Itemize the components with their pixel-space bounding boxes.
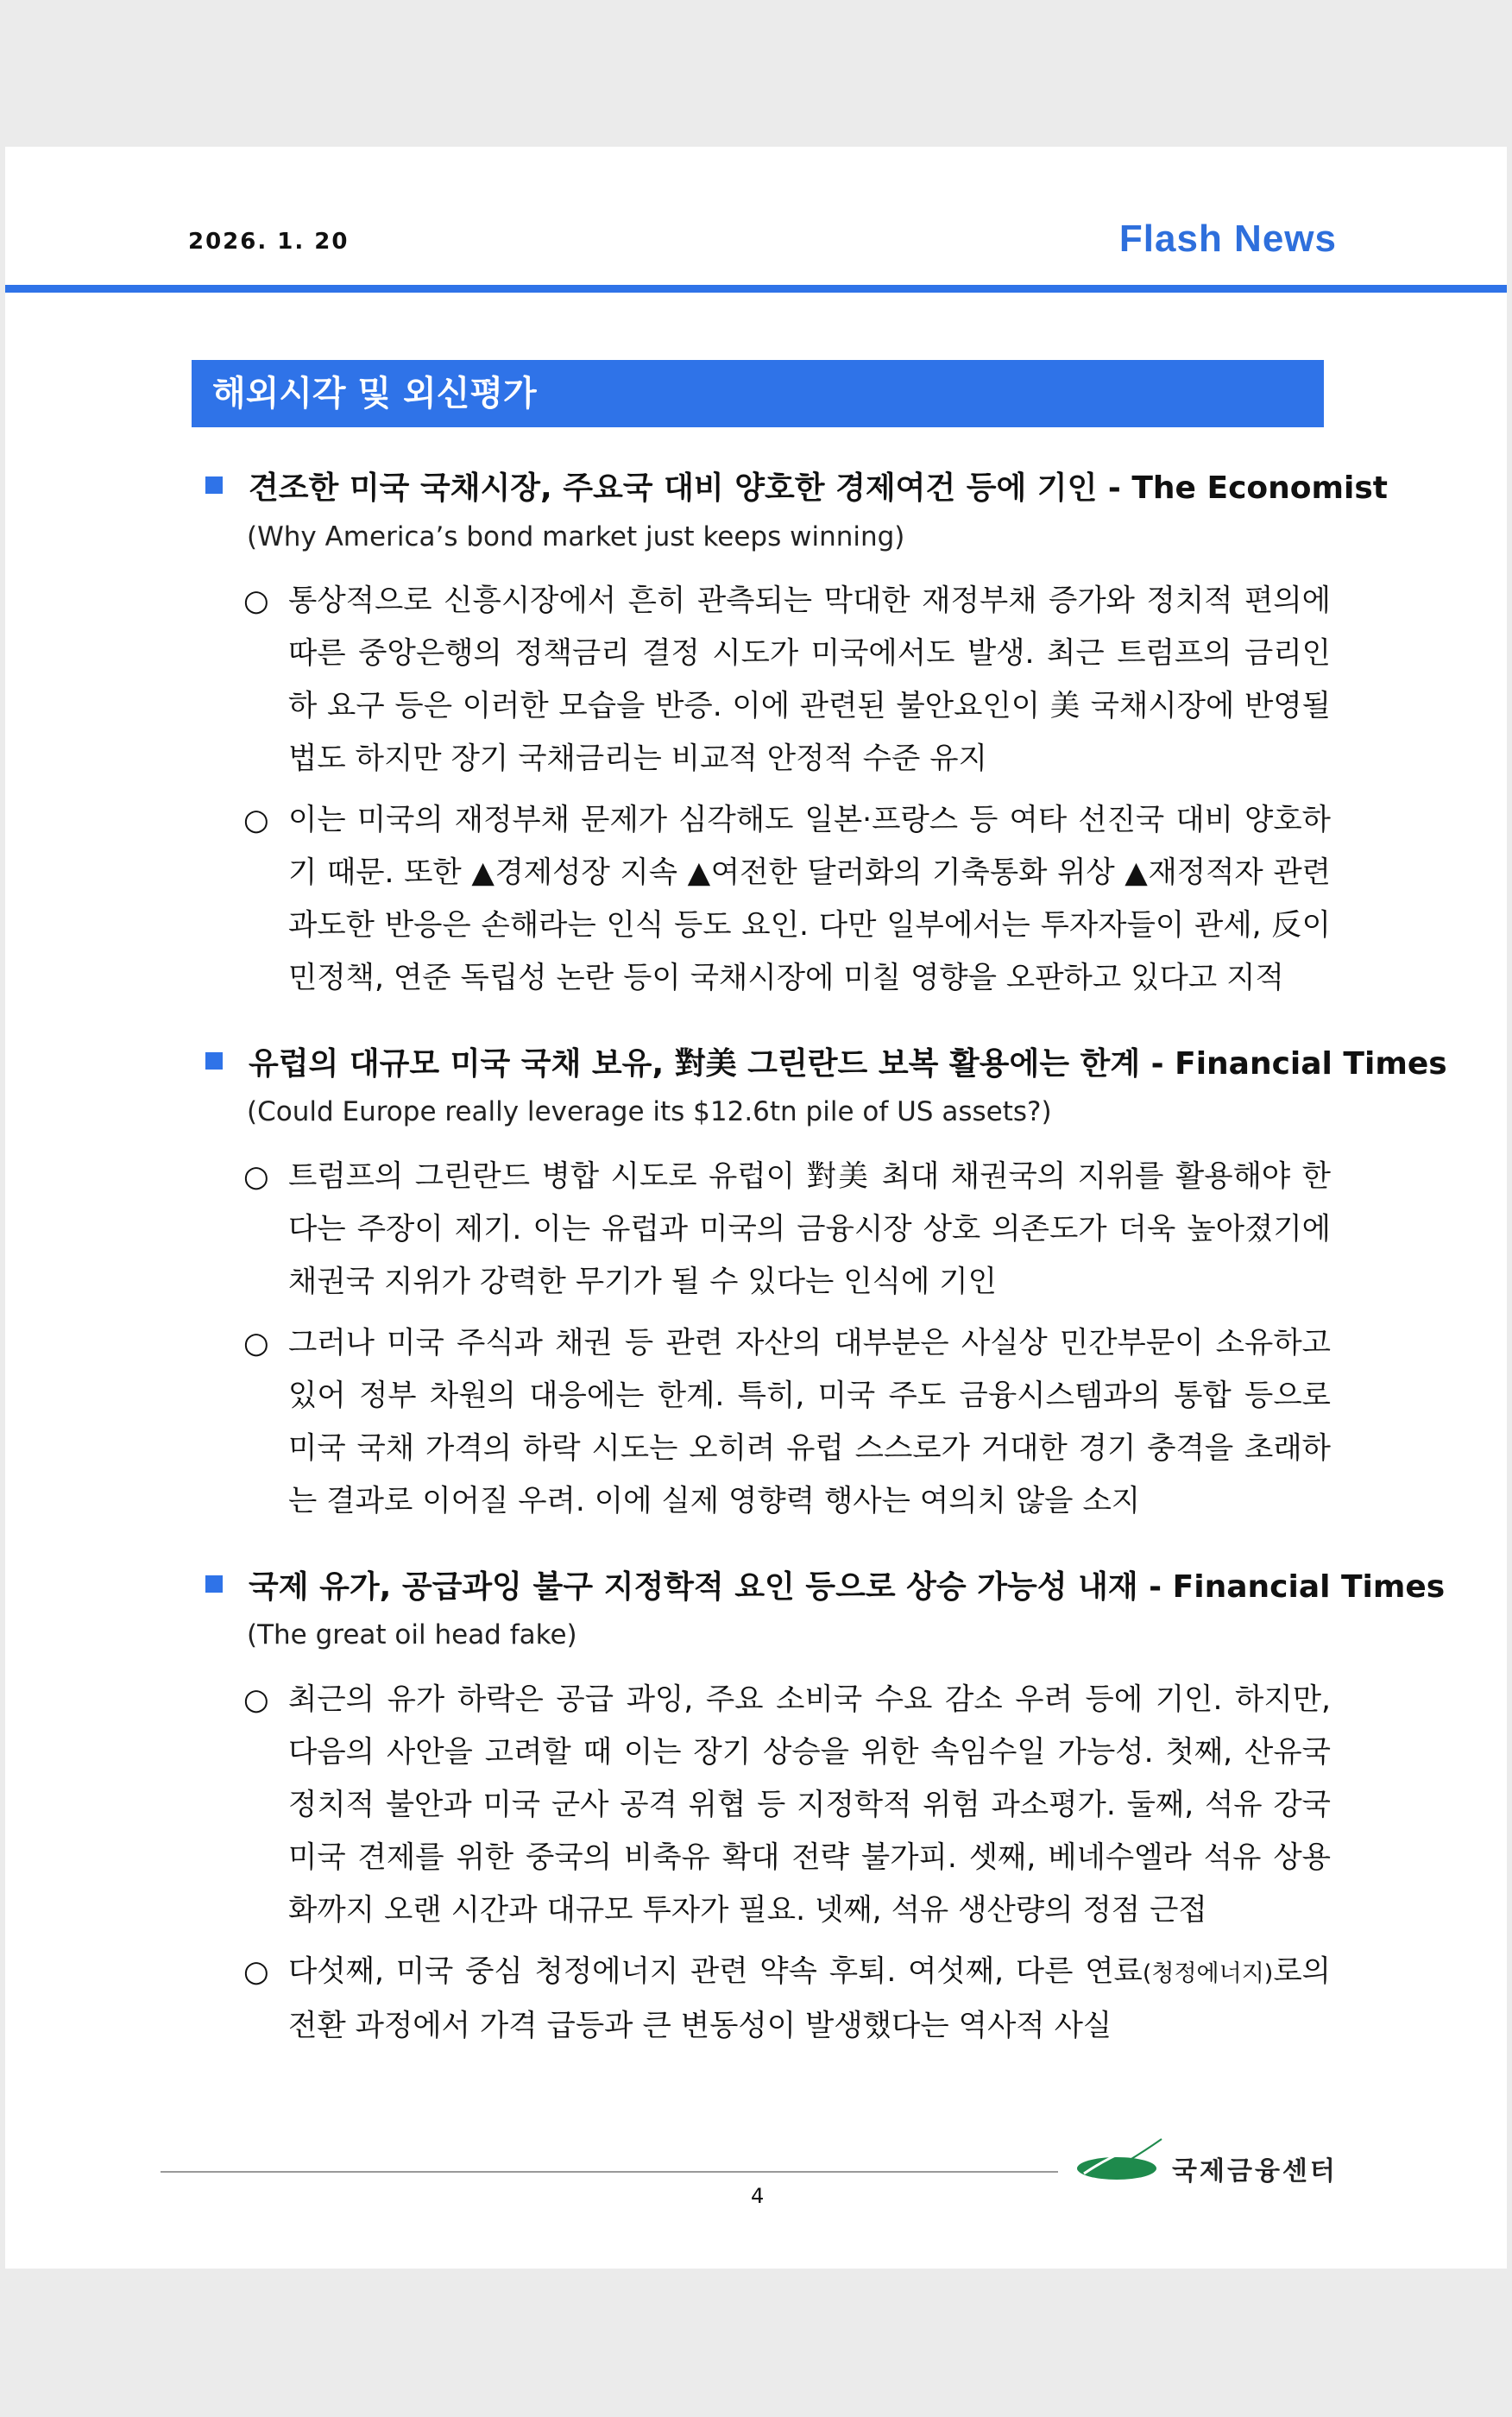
- paragraph-text: 통상적으로 신흥시장에서 흔히 관측되는 막대한 재정부채 증가와 정치적 편의에 따른 중앙은행의 정책금리 결정 시도가 미국에서도 발생. 최근 트럼프의 금리인하 요구 등은 이러한 모습을 반증. 이에 관련된 불안요인이 美 국채시장에 반영될 법도 하지만 장기 국채금리는 비교적 안정적 수준 유지: [288, 584, 1331, 776]
- paragraph-text: 이는 미국의 재정부채 문제가 심각해도 일본·프랑스 등 여타 선진국 대비 양호하기 때문. 또한 ▲경제성장 지속 ▲여전한 달러화의 기축통화 위상 ▲재정적자 관련 과도한 반응은 손해라는 인식 등도 요인. 다만 일부에서는 투자자들이 관세, 反이민정책, 연준 독립성 논란 등이 국채시장에 미칠 영향을 오판하고 있다고 지적: [288, 803, 1331, 995]
- square-bullet-icon: [205, 1052, 223, 1070]
- paragraph-text-part: 로의 전환 과정에서 가격 급등과 큰 변동성이 발생했다는 역사적 사실: [288, 1954, 1331, 2043]
- square-bullet-icon: [205, 1575, 223, 1593]
- report-date: 2026. 1. 20: [188, 229, 350, 255]
- paragraph-text: 그러나 미국 주식과 채권 등 관련 자산의 대부분은 사실상 민간부문이 소유하고 있어 정부 차원의 대응에는 한계. 특히, 미국 주도 금융시스템과의 통합 등으로 미국 국채 가격의 하락 시도는 오히려 유럽 스스로가 거대한 경기 충격을 초래하는 결과로 이어질 우려. 이에 실제 영향력 행사는 여의치 않을 소지: [288, 1326, 1331, 1518]
- item-subtitle: (Could Europe really leverage its $12.6tn pile of US assets?): [247, 1096, 1052, 1127]
- item-title-text: 국제 유가, 공급과잉 불구 지정학적 요인 등으로 상승 가능성 내재 - Financial Times: [249, 1569, 1446, 1605]
- circle-bullet-icon: ○: [243, 1954, 269, 1989]
- footer-rule: [161, 2171, 1058, 2173]
- circle-bullet-icon: ○: [243, 1159, 269, 1194]
- logo-icon: [1075, 2136, 1170, 2191]
- paragraph-text: 트럼프의 그린란드 병합 시도로 유럽이 對美 최대 채권국의 지위를 활용해야 한다는 주장이 제기. 이는 유럽과 미국의 금융시장 상호 의존도가 더욱 높아졌기에 채권국 지위가 강력한 무기가 될 수 있다는 인식에 기인: [288, 1159, 1331, 1299]
- paragraph: [243, 1946, 1331, 2053]
- circle-bullet-icon: ○: [243, 803, 269, 837]
- paragraph: [243, 794, 1331, 1005]
- paragraph-text-part: 다섯째, 미국 중심 청정에너지 관련 약속 후퇴. 여섯째, 다른 연료: [288, 1954, 1143, 1989]
- circle-bullet-icon: ○: [243, 1682, 269, 1717]
- paragraph: [243, 575, 1331, 786]
- paragraph: [243, 1674, 1331, 1937]
- paragraph-note: (청정에너지): [1142, 1960, 1274, 1987]
- paragraph-text: [243, 1946, 1331, 2053]
- paragraph: [243, 1151, 1331, 1309]
- item-title: [205, 1562, 1445, 1606]
- paragraph-text: 최근의 유가 하락은 공급 과잉, 주요 소비국 수요 감소 우려 등에 기인. 하지만, 다음의 사안을 고려할 때 이는 장기 상승을 위한 속임수일 가능성. 첫째, 산유국 정치적 불안과 미국 군사 공격 위협 등 지정학적 위험 과소평가. 둘째, 석유 강국 미국 견제를 위한 중국의 비축유 확대 전략 불가피. 셋째, 베네수엘라 석유 상용화까지 오랜 시간과 대규모 투자가 필요. 넷째, 석유 생산량의 정점 근접: [288, 1682, 1331, 1928]
- brand-title: Flash News: [1118, 218, 1337, 260]
- item-title-text: 유럽의 대규모 미국 국채 보유, 對美 그린란드 보복 활용에는 한계 - Financial Times: [249, 1046, 1447, 1082]
- page-number: 4: [751, 2184, 765, 2208]
- square-bullet-icon: [205, 476, 223, 494]
- item-title: [205, 1039, 1447, 1083]
- circle-bullet-icon: ○: [243, 584, 269, 618]
- circle-bullet-icon: ○: [243, 1326, 269, 1360]
- section-title: 해외시각 및 외신평가: [192, 360, 1324, 427]
- item-title-text: 견조한 미국 국채시장, 주요국 대비 양호한 경제여건 등에 기인 - The Economist: [249, 470, 1388, 506]
- item-subtitle: (Why America’s bond market just keeps winning): [247, 521, 905, 552]
- paragraph: [243, 1317, 1331, 1528]
- item-title: [205, 464, 1388, 508]
- item-subtitle: (The great oil head fake): [247, 1619, 577, 1650]
- header-rule: [5, 285, 1507, 293]
- logo-text: 국제금융센터: [1172, 2156, 1338, 2187]
